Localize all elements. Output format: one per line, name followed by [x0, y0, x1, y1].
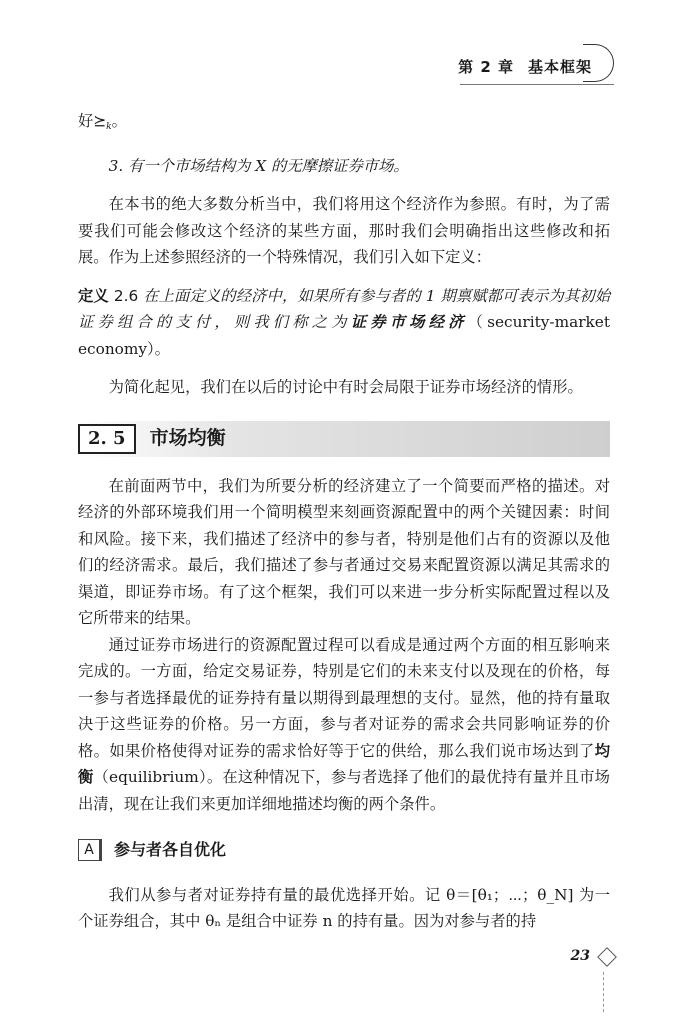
definition-term: 证券市场经济: [350, 313, 468, 331]
subsection-letter: A: [78, 839, 102, 861]
chapter-title: 基本框架: [527, 58, 592, 76]
definition-label: 定义: [78, 286, 109, 305]
section-heading: [78, 421, 610, 457]
continuation-line: 好$⪰_k$。: [78, 112, 127, 132]
page-body: [78, 108, 610, 935]
footer-dashed-rule: [603, 972, 604, 1012]
page-number: 23: [570, 948, 590, 964]
section-number: 2. 5: [78, 424, 136, 454]
paragraph: 在本书的绝大多数分析当中，我们将用这个经济作为参照。有时，为了需要我们可能会修改这个经济的某些方面，那时我们会明确指出这些修改和拓展。作为上述参照经济的一个特殊情况，我们引入如下定义：: [78, 195, 610, 266]
diamond-icon: [597, 947, 617, 967]
subsection-title: 参与者各自优化: [114, 840, 227, 859]
list-item-3: 3. 有一个市场结构为 X 的无摩擦证券市场。: [108, 156, 409, 175]
running-header: [458, 56, 592, 77]
header-arc-decoration: [583, 44, 614, 82]
definition-2-6: 定义 2.6 在上面定义的经济中，如果所有参与者的 1 期禀赋都可表示为其初始证券组合的支付，则我们称之为证券市场经济（security-market economy）。: [78, 286, 610, 358]
paragraph: 在前面两节中，我们为所要分析的经济建立了一个简要而严格的描述。对经济的外部环境我们用一个简明模型来刻画资源配置中的两个关键因素：时间和风险。接下来，我们描述了经济中的参与者，特别是他们占有的资源以及他们的经济需求。最后，我们描述了参与者通过交易来配置资源以满足其需求的渠道，即证券市场。有了这个框架，我们可以来进一步分析实际配置过程以及它所带来的结果。: [78, 476, 610, 627]
section-title: 市场均衡: [149, 427, 226, 450]
paragraph: 我们从参与者对证券持有量的最优选择开始。记 θ＝[θ₁；⋯；θ_N] 为一个证券组合，其中 θₙ 是组合中证券 n 的持有量。因为对参与者的持: [78, 885, 610, 930]
subsection-heading: [78, 837, 610, 864]
paragraph: 为简化起见，我们在以后的讨论中有时会局限于证券市场经济的情形。: [108, 378, 583, 396]
paragraph: 通过证券市场进行的资源配置过程可以看成是通过两个方面的相互影响来完成的。一方面，给定交易证券，特别是它们的未来支付以及现在的价格，每一参与者选择最优的证券持有量以期得到最理想的支付。显然，他的持有量取决于这些证券的价格。另一方面，参与者对证券的需求会共同影响证券的价格。如果价格使得对证券的需求恰好等于它的供给，那么我们说市场达到了均衡（equilibrium）。在这种情况下，参与者选择了他们的最优持有量并且市场出清，现在让我们来更加详细地描述均衡的两个条件。: [78, 635, 610, 813]
header-rule: [460, 84, 614, 85]
chapter-number: 第 2 章: [458, 58, 514, 76]
equilibrium-term: 均衡: [78, 741, 610, 786]
